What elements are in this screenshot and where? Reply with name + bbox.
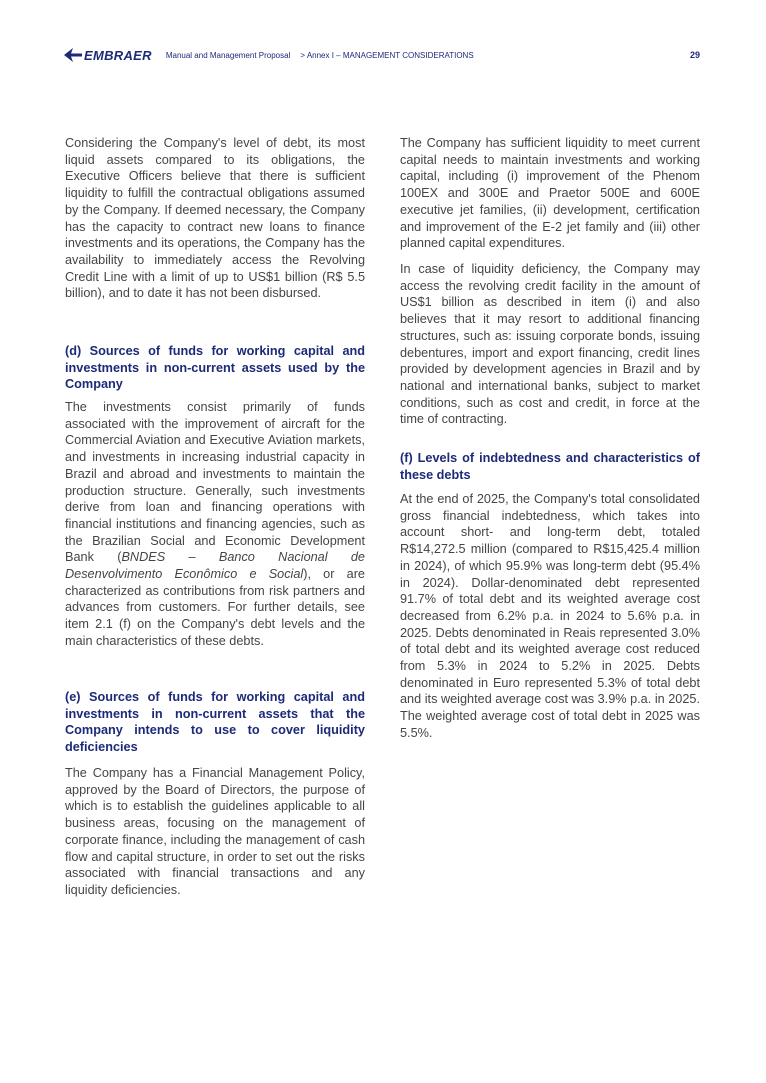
right-column: [400, 135, 700, 935]
paragraph-liquidity: Considering the Company's level of debt, its most liquid assets compared to its obligations, the Executive Officers believe that there is sufficient liquidity to fulfill the contractual obligations assumed by the Company. If deemed necessary, the Company has the capacity to contract new loans to finance investments and its operations, the Company has the availability to immediately access the Revolving Credit Line with a limit of up to US$1 billion (R$ 5.5 billion), and to date it has not been disbursed.: [65, 136, 365, 301]
document-title: Manual and Management Proposal: [165, 50, 291, 60]
left-column: [65, 135, 365, 935]
page-number: 29: [689, 50, 700, 60]
paragraph-d: The investments consist primarily of funds associated with the improvement of aircraft for the Commercial Aviation and Executive Aviation markets, and investments in increasing industrial capacity in Brazil and abroad and investments to maintain the production structure. Generally, such investments derive from loan and financing operations with financial institutions and financing agencies, such as the Brazilian Social and Economic Development Bank (BNDES – Banco Nacional de Desenvolvimento Econômico e Social), or are characterized as contributions from risk partners and advances from customers. For further details, see item 2.1 (f) on the Company's debt levels and the main characteristics of these debts.: [65, 400, 365, 648]
section-breadcrumb: > Annex I – MANAGEMENT CONSIDERATIONS: [300, 50, 474, 60]
heading-e: (e) Sources of funds for working capital and investments in non-current assets that the Company intends to use to cover liquidity deficiencies: [65, 690, 365, 755]
paragraph-e: The Company has a Financial Management Policy, approved by the Board of Directors, the purpose of which is to establish the guidelines applicable to all business areas, focusing on the management of corporate finance, including the management of cash flow and capital structure, in order to set out the risks associated with financial transactions and any liquidity deficiencies.: [65, 766, 365, 897]
embraer-arrow-icon: [64, 48, 82, 62]
paragraph-sufficient-liquidity: The Company has sufficient liquidity to meet current capital needs to maintain investments and working capital, including (i) improvement of the Phenom 100EX and 300E and Praetor 500E and 600E executive jet families, (ii) development, certification and improvement of the E-2 jet family and (iii) other planned capital expenditures.: [400, 136, 700, 251]
heading-f: (f) Levels of indebtedness and characteristics of these debts: [400, 451, 700, 482]
logo-text: EMBRAER: [84, 47, 152, 63]
page-header: [64, 46, 700, 64]
paragraph-liquidity-deficiency: In case of liquidity deficiency, the Company may access the revolving credit facility in the amount of US$1 billion as described in item (i) and also believes that it may resort to additional financing structures, such as: issuing corporate bonds, issuing debentures, import and export financing, credit lines provided by development agencies in Brazil and by national and international banks, subject to market conditions, such as cost and credit, in force at the time of contracting.: [400, 262, 700, 427]
embraer-logo: [64, 48, 152, 63]
paragraph-f: At the end of 2025, the Company's total consolidated gross financial indebtedness, which takes into account short- and long-term debt, totaled R$14,272.5 million (compared to R$15,425.4 million in 2024), of which 95.9% was long-term debt (95.4% in 2024). Dollar-denominated debt represented 91.7% of total debt and its weighted average cost decreased from 6.2% p.a. in 2024 to 5.6% p.a. in 2025. Debts denominated in Reais represented 3.0% of total debt and its weighted average cost reduced from 5.3% in 2024 to 5.2% in 2025. Debts denominated in Euro represented 5.3% of total debt and its weighted average cost was 3.9% p.a. in 2025. The weighted average cost of total debt in 2025 was 5.5%.: [400, 492, 700, 740]
heading-d: (d) Sources of funds for working capital and investments in non-current assets used by the Company: [65, 344, 365, 392]
